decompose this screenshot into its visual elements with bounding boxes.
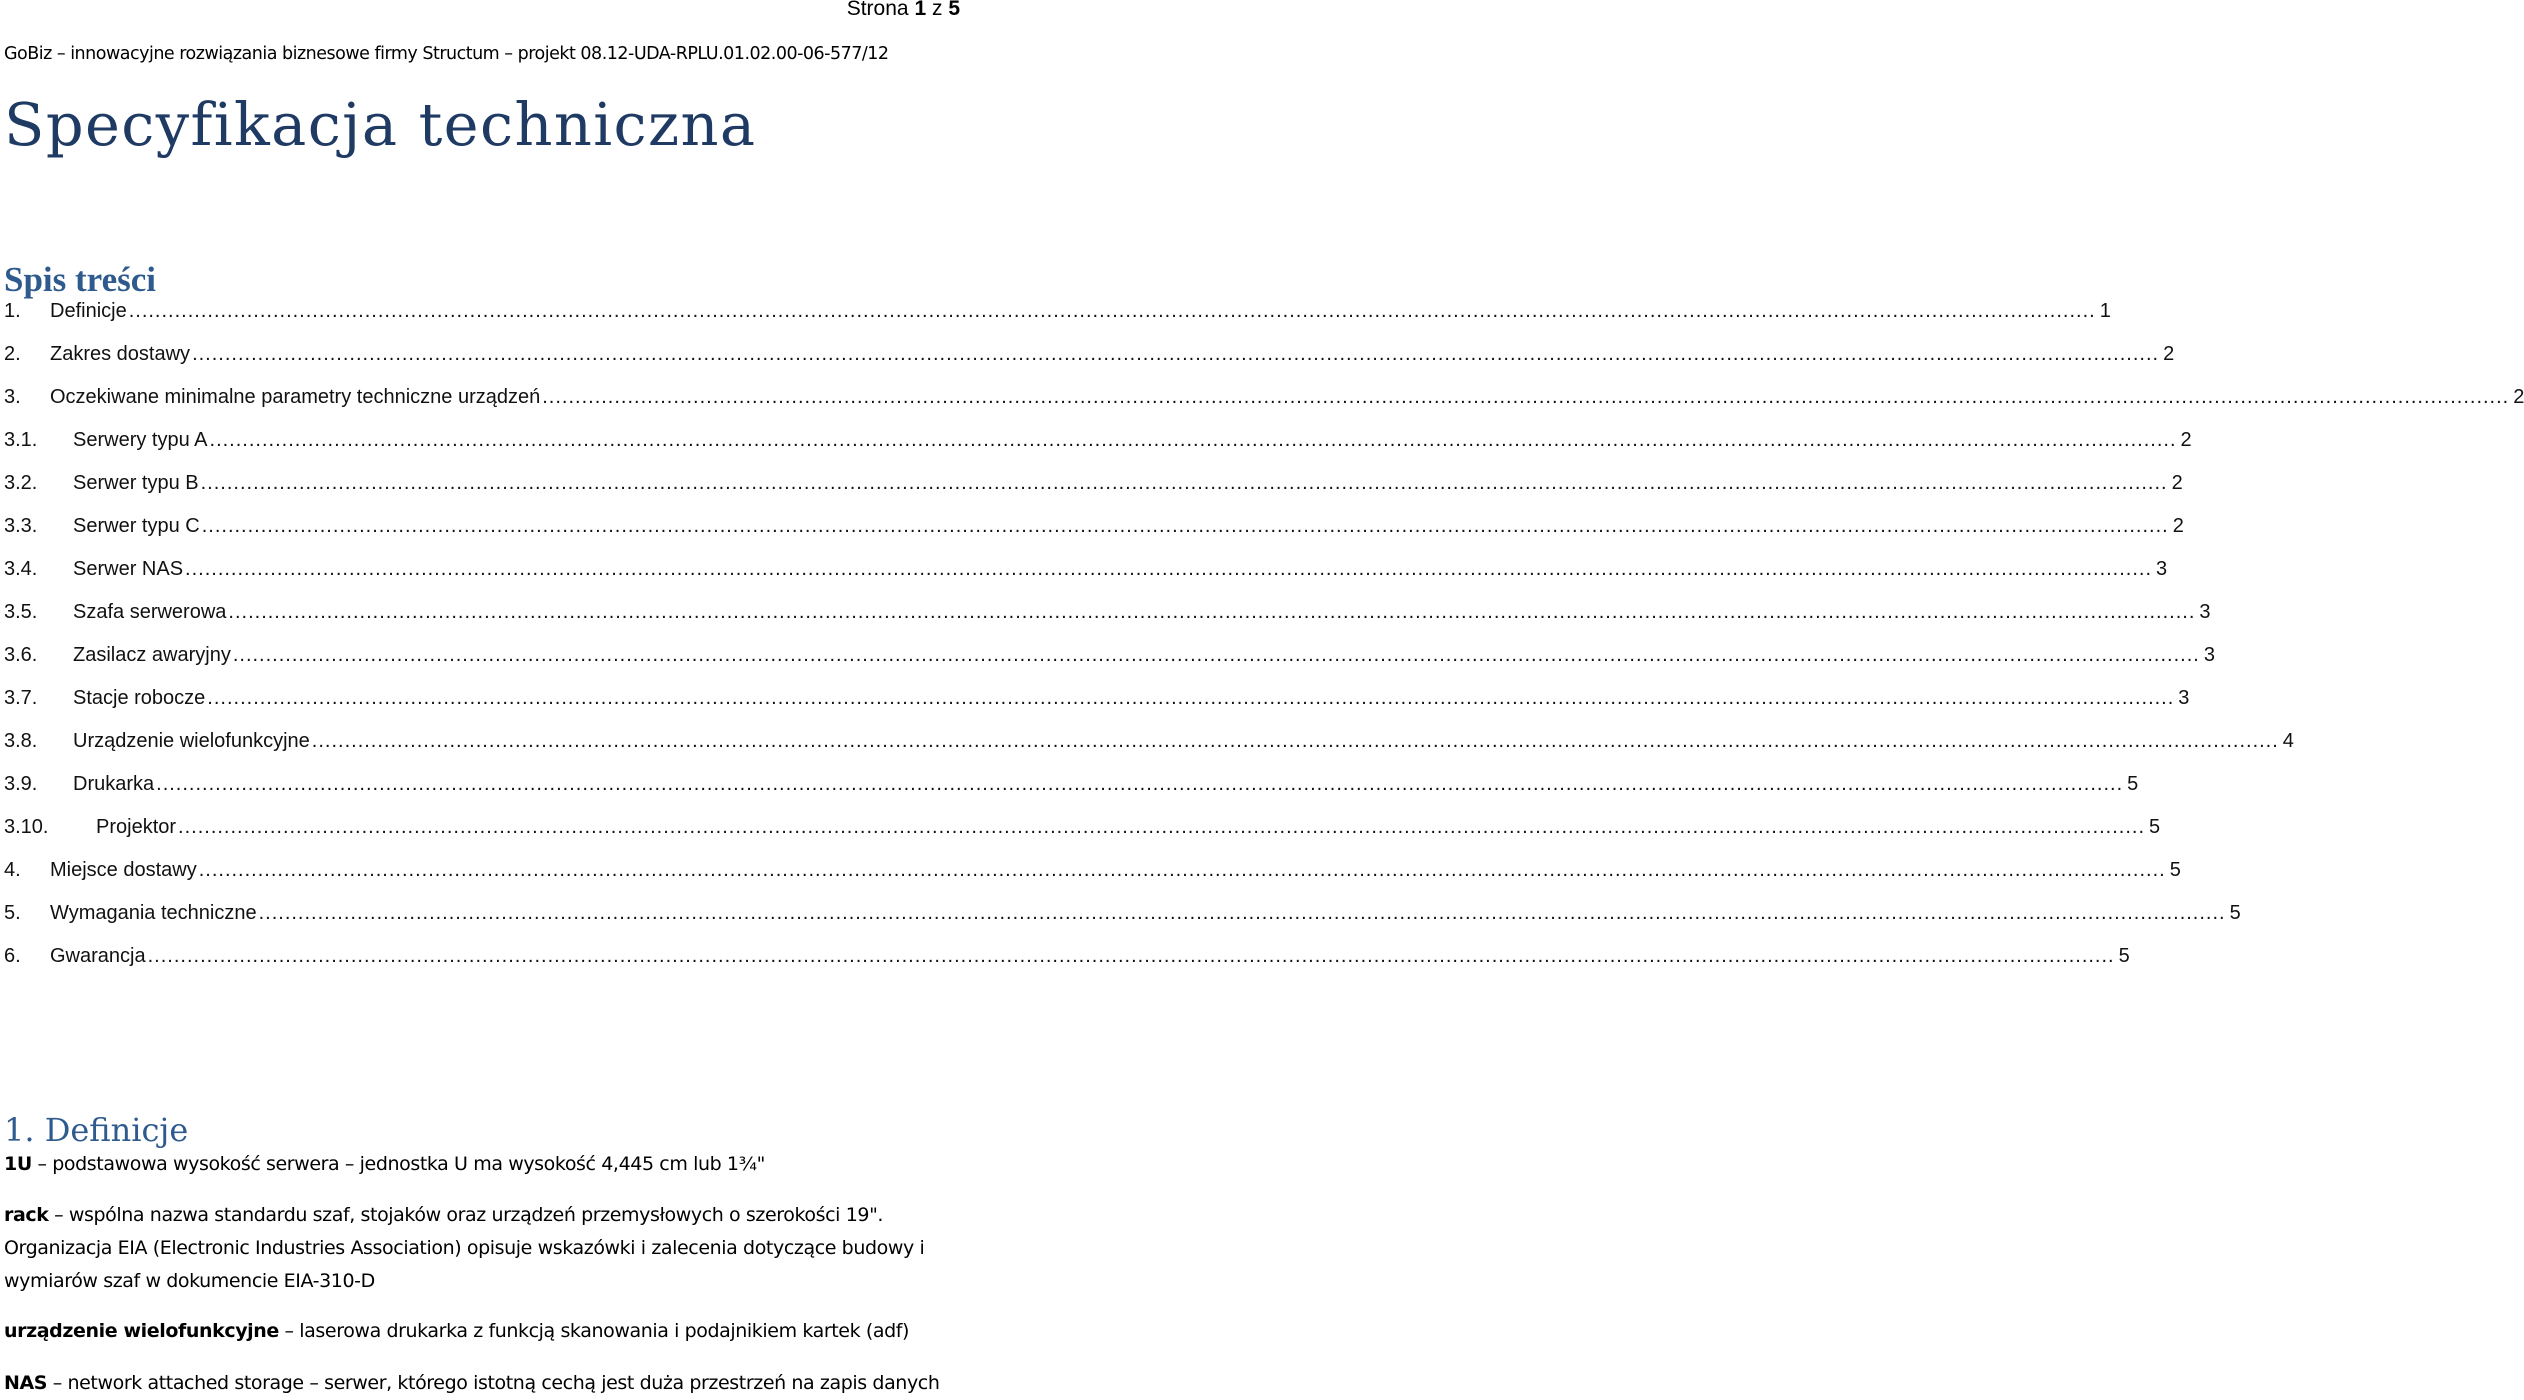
page-separator: z [931, 0, 943, 20]
toc-leader-dots: ............................................................................................................................................................................................................................................................................................................ [209, 429, 2177, 451]
toc-item[interactable] [4, 644, 2215, 674]
toc-leader-dots: ............................................................................................................................................................................................................................................................................................................ [198, 859, 2166, 881]
toc-item-label: Szafa serwerowa [73, 601, 227, 623]
toc-item-label: Oczekiwane minimalne parametry techniczne urządzeń [50, 386, 541, 408]
toc-item-number: 3.7. [4, 687, 38, 709]
definition-text: – wspólna nazwa standardu szaf, stojaków oraz urządzeń przemysłowych o szerokości 19". Organizacja EIA (Electronic Industries Association) opisuje wskazówki i zalecenia dotyczące budowy i wymiarów szaf w dokumencie EIA-310-D [4, 1204, 925, 1292]
toc-leader-dots: ............................................................................................................................................................................................................................................................................................................ [185, 558, 2153, 580]
toc-leader-dots: ............................................................................................................................................................................................................................................................................................................ [201, 515, 2169, 537]
toc-item-page: 2 [2180, 429, 2192, 451]
toc-item[interactable] [4, 773, 2139, 803]
toc-item-page: 2 [2163, 343, 2175, 365]
toc-item-page: 5 [2229, 902, 2241, 924]
toc-leader-dots: ............................................................................................................................................................................................................................................................................................................ [207, 687, 2175, 709]
toc-item-page: 3 [2199, 601, 2211, 623]
definition-rack [4, 1199, 960, 1298]
page-prefix: Strona [846, 0, 909, 20]
definition-text: – laserowa drukarka z funkcją skanowania i podajnikiem kartek (adf) [278, 1320, 910, 1342]
toc-item-number: 4. [4, 859, 21, 881]
toc-item-number: 6. [4, 945, 21, 967]
toc-item-number: 3.5. [4, 601, 38, 623]
toc-item-label: Definicje [50, 300, 127, 322]
toc-item-page: 5 [2149, 816, 2161, 838]
toc-item-number: 3.8. [4, 730, 38, 752]
page-current: 1 [914, 0, 927, 20]
toc-item-label: Wymagania techniczne [50, 902, 257, 924]
toc-item-page: 2 [2172, 515, 2184, 537]
toc-item[interactable] [4, 859, 2181, 889]
toc-leader-dots: ............................................................................................................................................................................................................................................................................................................ [311, 730, 2279, 752]
toc-leader-dots: ............................................................................................................................................................................................................................................................................................................ [156, 773, 2124, 795]
toc-item-number: 3.3. [4, 515, 38, 537]
definition-text: – podstawowa wysokość serwera – jednostka U ma wysokość 4,445 cm lub 1¾" [31, 1153, 765, 1175]
toc-item[interactable] [4, 300, 2111, 330]
toc-leader-dots: ............................................................................................................................................................................................................................................................................................................ [147, 945, 2115, 967]
definition-mfp [4, 1315, 960, 1348]
toc-item-page: 2 [2171, 472, 2183, 494]
toc-item-number: 3.2. [4, 472, 38, 494]
toc-item[interactable] [4, 601, 2211, 631]
toc-item-label: Projektor [96, 816, 177, 838]
toc-item[interactable] [4, 902, 2241, 932]
toc-leader-dots: ............................................................................................................................................................................................................................................................................................................ [200, 472, 2168, 494]
toc-item-label: Serwer NAS [73, 558, 184, 580]
toc-item-label: Miejsce dostawy [50, 859, 197, 881]
toc-item-page: 5 [2118, 945, 2130, 967]
toc-leader-dots: ............................................................................................................................................................................................................................................................................................................ [192, 343, 2160, 365]
toc-item-number: 1. [4, 300, 21, 322]
toc-item-number: 3.10. [4, 816, 49, 838]
toc-item[interactable] [4, 343, 2175, 373]
toc-item-page: 2 [2513, 386, 2524, 408]
toc-item-label: Serwer typu C [73, 515, 200, 537]
section-title-definitions: 1. Definicje [4, 1111, 189, 1149]
toc-item-page: 5 [2127, 773, 2139, 795]
toc-item-number: 5. [4, 902, 21, 924]
toc-item-label: Drukarka [73, 773, 155, 795]
page-total: 5 [948, 0, 960, 20]
toc-item-page: 5 [2169, 859, 2181, 881]
toc-item-page: 1 [2099, 300, 2111, 322]
toc-item[interactable] [4, 730, 2294, 760]
page-number [847, 0, 960, 21]
toc-item-label: Zakres dostawy [50, 343, 191, 365]
toc-item[interactable] [4, 558, 2168, 588]
definition-term: urządzenie wielofunkcyjne [4, 1320, 279, 1342]
toc-item-label: Serwery typu A [73, 429, 208, 451]
toc-item-number: 3.1. [4, 429, 38, 451]
toc-item-label: Gwarancja [50, 945, 146, 967]
toc-leader-dots: ............................................................................................................................................................................................................................................................................................................ [232, 644, 2200, 666]
toc-item-number: 3.9. [4, 773, 38, 795]
definition-term: rack [4, 1204, 49, 1226]
toc-title: Spis treści [4, 260, 156, 299]
toc-item-number: 3.6. [4, 644, 38, 666]
definition-term: NAS [4, 1372, 48, 1394]
toc-leader-dots: ............................................................................................................................................................................................................................................................................................................ [542, 386, 2510, 408]
toc-leader-dots: ............................................................................................................................................................................................................................................................................................................ [178, 816, 2146, 838]
toc-item[interactable] [4, 515, 2184, 545]
toc-item-page: 3 [2178, 687, 2190, 709]
toc-item-page: 3 [2156, 558, 2168, 580]
definition-text: – network attached storage – serwer, którego istotną cechą jest duża przestrzeń na zapis danych [47, 1372, 940, 1394]
definition-1u [4, 1148, 960, 1181]
toc-item-page: 3 [2203, 644, 2215, 666]
toc-item-label: Serwer typu B [73, 472, 199, 494]
toc-item[interactable] [4, 386, 2524, 416]
toc-item-label: Stacje robocze [73, 687, 206, 709]
toc-item-label: Urządzenie wielofunkcyjne [73, 730, 310, 752]
project-header: GoBiz – innowacyjne rozwiązania biznesowe firmy Structum – projekt 08.12-UDA-RPLU.01.02.00-06-577/12 [4, 44, 889, 64]
document-title: Specyfikacja techniczna [4, 90, 757, 159]
toc-item[interactable] [4, 472, 2183, 502]
toc-item-number: 3. [4, 386, 21, 408]
toc-item-page: 4 [2282, 730, 2294, 752]
toc-item[interactable] [4, 687, 2190, 717]
definition-term: 1U [4, 1153, 32, 1175]
toc-leader-dots: ............................................................................................................................................................................................................................................................................................................ [128, 300, 2096, 322]
toc-item[interactable] [4, 945, 2130, 975]
toc-leader-dots: ............................................................................................................................................................................................................................................................................................................ [258, 902, 2226, 924]
toc-item-number: 2. [4, 343, 21, 365]
toc-item[interactable] [4, 816, 2161, 846]
definition-nas [4, 1367, 960, 1400]
toc-item-number: 3.4. [4, 558, 38, 580]
toc-leader-dots: ............................................................................................................................................................................................................................................................................................................ [228, 601, 2196, 623]
toc-item[interactable] [4, 429, 2192, 459]
toc-item-label: Zasilacz awaryjny [73, 644, 231, 666]
